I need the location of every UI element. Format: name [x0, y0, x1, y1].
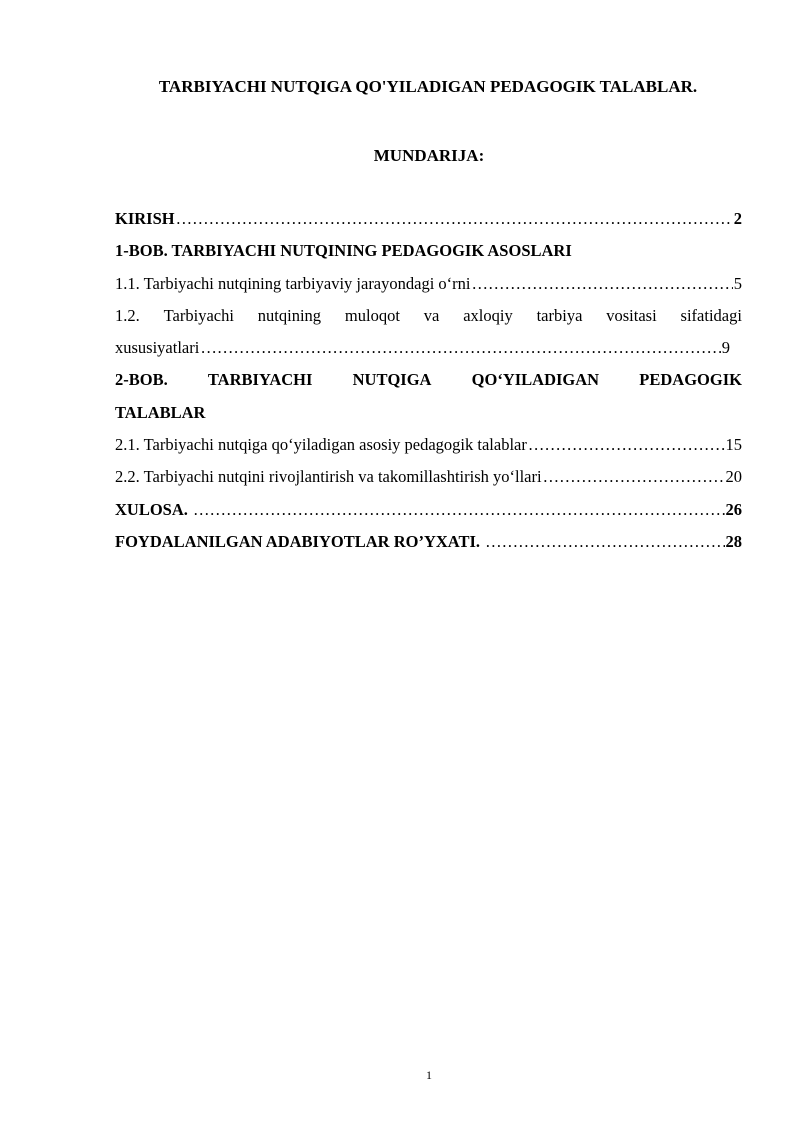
word: NUTQIGA	[352, 370, 432, 390]
toc-entry-kirish[interactable]	[115, 207, 742, 231]
toc-entry-2-1[interactable]	[115, 433, 742, 457]
toc-entry-xulosa[interactable]	[115, 498, 742, 522]
dot-leader	[543, 465, 725, 489]
chapter-2-heading-line2: TALABLAR	[115, 402, 206, 422]
toc-chapter-2-heading	[115, 368, 742, 424]
dot-leader	[176, 207, 733, 231]
toc-page-number: 5	[733, 273, 742, 293]
word: sifatidagi	[680, 305, 742, 325]
word: Tarbiyachi	[163, 305, 234, 325]
dot-leader	[200, 336, 720, 360]
toc-entry-adabiyotlar[interactable]	[115, 530, 742, 554]
word: va	[423, 305, 440, 325]
word: TARBIYACHI	[207, 370, 313, 390]
chapter-heading-label: 1-BOB. TARBIYACHI NUTQINING PEDAGOGIK ASOSLARI	[115, 241, 572, 261]
word: vositasi	[606, 305, 657, 325]
toc-entry-label: 2.1. Tarbiyachi nutqiga qo‘yiladigan asosiy pedagogik talablar	[115, 435, 527, 455]
word: axloqiy	[463, 305, 513, 325]
word: PEDAGOGIK	[639, 370, 742, 390]
dot-leader	[472, 272, 733, 296]
toc-entry-label: xususiyatlari	[115, 338, 200, 358]
word: QO‘YILADIGAN	[471, 370, 600, 390]
toc-page-number: 26	[725, 499, 742, 519]
toc-entry-1-1[interactable]	[115, 272, 742, 296]
dot-leader	[485, 530, 724, 554]
table-of-contents	[115, 207, 742, 562]
word: 2-BOB.	[115, 370, 168, 390]
toc-entry-label: 2.2. Tarbiyachi nutqini rivojlantirish va takomillashtirish yo‘llari	[115, 467, 542, 487]
toc-entry-label: FOYDALANILGAN ADABIYOTLAR RO’YXATI.	[115, 531, 485, 551]
word: nutqining	[257, 305, 322, 325]
toc-heading: MUNDARIJA:	[373, 146, 485, 165]
toc-entry-label: KIRISH	[115, 209, 175, 228]
toc-entry-2-2[interactable]	[115, 465, 742, 489]
toc-entry-label: XULOSA.	[115, 499, 193, 519]
toc-page-number: 28	[725, 531, 742, 551]
dot-leader	[528, 433, 725, 457]
toc-chapter-1-heading	[115, 239, 742, 263]
toc-page-number: 2	[733, 209, 742, 228]
dot-leader	[193, 498, 724, 522]
word: 1.2.	[115, 305, 140, 325]
toc-entry-label: 1.1. Tarbiyachi nutqining tarbiyaviy jarayondagi o‘rni	[115, 273, 471, 293]
toc-page-number: 15	[725, 435, 742, 455]
toc-entry-1-2-line1	[115, 304, 742, 328]
word: tarbiya	[536, 305, 583, 325]
document-title: TARBIYACHI NUTQIGA QO'YILADIGAN PEDAGOGIK TALABLAR.	[158, 77, 698, 96]
toc-entry-1-2[interactable]	[115, 304, 742, 360]
toc-entry-1-2-line2	[115, 336, 730, 360]
page-number: 1	[426, 1068, 432, 1082]
toc-page-number: 9	[721, 338, 730, 358]
chapter-2-heading-line1	[115, 368, 742, 392]
word: muloqot	[344, 305, 400, 325]
toc-page-number: 20	[725, 467, 742, 487]
